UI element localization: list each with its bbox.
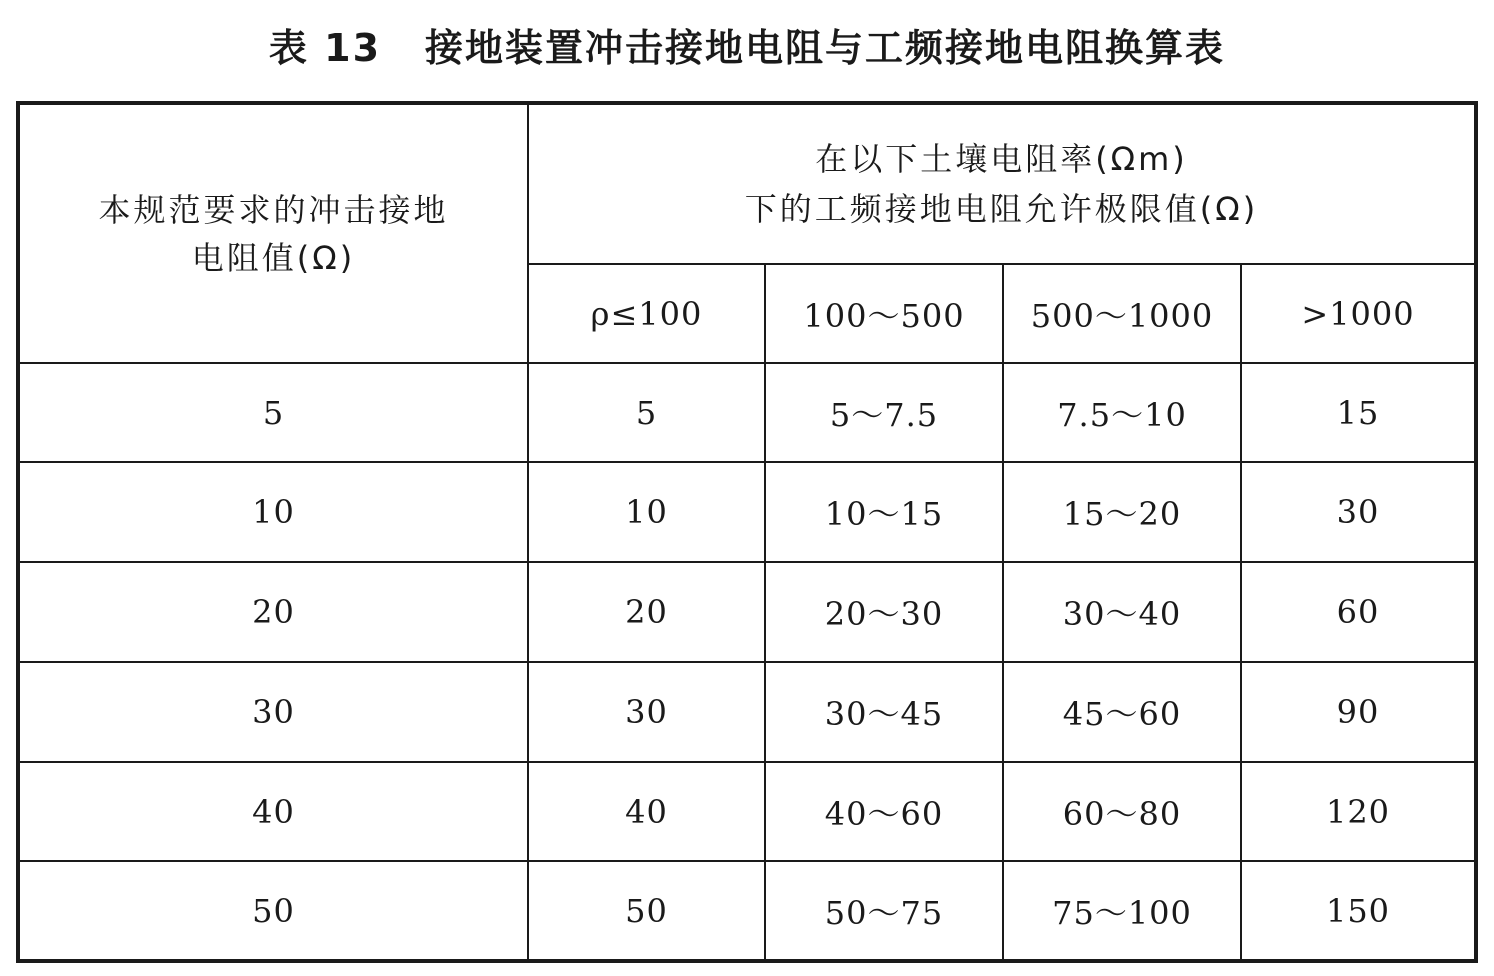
conversion-table xyxy=(16,101,1478,963)
table-cell: 60 xyxy=(1241,562,1476,662)
table-cell: 45～60 xyxy=(1003,662,1241,762)
table-cell: 60～80 xyxy=(1003,762,1241,861)
impulse-resistance-header-line1: 本规范要求的冲击接地 xyxy=(98,190,449,229)
table-caption xyxy=(0,22,1494,74)
table-row xyxy=(18,562,1476,662)
table-cell: 40 xyxy=(528,762,765,861)
table-cell: 20～30 xyxy=(765,562,1003,662)
group-header-line2: 下的工频接地电阻允许极限值(Ω) xyxy=(744,190,1259,228)
table-row xyxy=(18,762,1476,861)
resistivity-col-3-header: 500～1000 xyxy=(1003,264,1241,363)
impulse-value-cell: 20 xyxy=(18,562,528,662)
header-row-1 xyxy=(18,103,1476,264)
table-number: 表 13 xyxy=(268,26,382,70)
table-cell: 20 xyxy=(528,562,765,662)
table-cell: 75～100 xyxy=(1003,861,1241,961)
table-cell: 30 xyxy=(528,662,765,762)
power-frequency-group-header xyxy=(528,103,1476,264)
table-cell: 10 xyxy=(528,462,765,562)
impulse-value-cell: 5 xyxy=(18,363,528,462)
impulse-resistance-header-line2: 电阻值(Ω) xyxy=(191,238,356,277)
table-cell: 10～15 xyxy=(765,462,1003,562)
table-cell: 50～75 xyxy=(765,861,1003,961)
resistivity-col-4-header: >1000 xyxy=(1241,264,1476,363)
resistivity-col-1-header: ρ≤100 xyxy=(528,264,765,363)
table-cell: 30～45 xyxy=(765,662,1003,762)
resistivity-col-2-header: 100～500 xyxy=(765,264,1003,363)
table-row xyxy=(18,462,1476,562)
table-cell: 150 xyxy=(1241,861,1476,961)
table-cell: 15～20 xyxy=(1003,462,1241,562)
table-cell: 40～60 xyxy=(765,762,1003,861)
table-title: 接地装置冲击接地电阻与工频接地电阻换算表 xyxy=(425,26,1226,70)
table-cell: 5～7.5 xyxy=(765,363,1003,462)
table-cell: 90 xyxy=(1241,662,1476,762)
impulse-resistance-header xyxy=(18,103,528,363)
table-cell: 30～40 xyxy=(1003,562,1241,662)
table-cell: 15 xyxy=(1241,363,1476,462)
table-row xyxy=(18,363,1476,462)
table-cell: 5 xyxy=(528,363,765,462)
table-cell: 30 xyxy=(1241,462,1476,562)
table-cell: 120 xyxy=(1241,762,1476,861)
table-cell: 50 xyxy=(528,861,765,961)
impulse-value-cell: 40 xyxy=(18,762,528,861)
table-row xyxy=(18,861,1476,961)
group-header-line1: 在以下土壤电阻率(Ωm) xyxy=(815,140,1188,178)
impulse-value-cell: 10 xyxy=(18,462,528,562)
impulse-value-cell: 30 xyxy=(18,662,528,762)
table-cell: 7.5～10 xyxy=(1003,363,1241,462)
impulse-value-cell: 50 xyxy=(18,861,528,961)
table-row xyxy=(18,662,1476,762)
